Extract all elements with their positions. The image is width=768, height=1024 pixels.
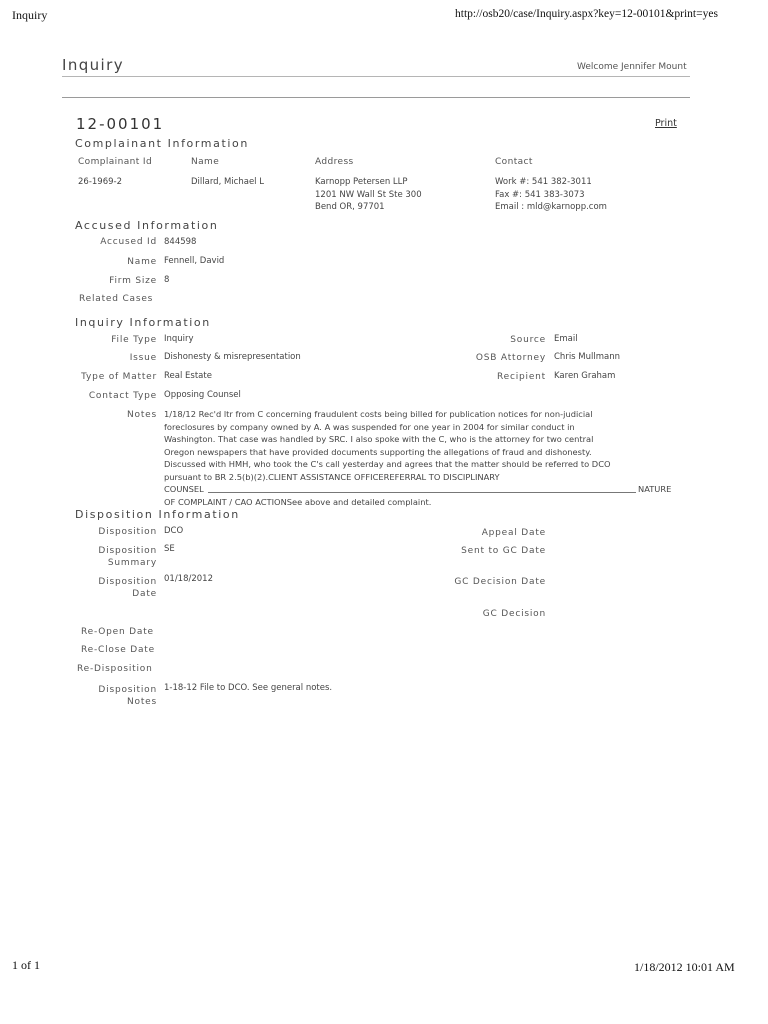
notes-line: Discussed with HMH, who took the C's call yesterday and agrees that the matter should be referred to DCO: [164, 459, 611, 469]
accused-section-title: Accused Information: [75, 219, 219, 232]
address-line: Karnopp Petersen LLP: [315, 177, 408, 187]
recipient-label: Recipient: [496, 372, 546, 382]
recipient: Karen Graham: [554, 371, 616, 381]
reopen-date-label: Re-Open Date: [81, 627, 154, 637]
issue: Dishonesty & misrepresentation: [164, 352, 301, 362]
browser-url: http://osb20/case/Inquiry.aspx?key=12-00101&print=yes: [455, 8, 718, 20]
notes-nature: NATURE: [638, 484, 672, 494]
gc-decision-label: GC Decision: [482, 609, 546, 619]
contact-email: Email : mld@karnopp.com: [495, 202, 607, 212]
accused-id-label: Accused Id: [100, 237, 157, 247]
file-type: Inquiry: [164, 334, 194, 344]
accused-name-label: Name: [127, 257, 157, 267]
accused-name: Fennell, David: [164, 256, 225, 266]
disposition-date: 01/18/2012: [164, 574, 213, 584]
label-line: Notes: [127, 697, 157, 707]
disposition: DCO: [164, 526, 184, 536]
complainant-contact: [495, 176, 607, 214]
complainant-name-header: Name: [191, 157, 220, 167]
disposition-date-label: [60, 576, 157, 600]
contact-type-label: Contact Type: [88, 391, 157, 401]
browser-page-title: Inquiry: [12, 8, 48, 22]
print-timestamp: 1/18/2012 10:01 AM: [634, 960, 735, 974]
complainant-address: [315, 176, 422, 214]
inquiry-section-title: Inquiry Information: [75, 316, 211, 329]
disposition-section-title: Disposition Information: [75, 508, 240, 521]
complainant-id-header: Complainant Id: [78, 157, 153, 167]
type-of-matter-label: Type of Matter: [81, 372, 157, 382]
inquiry-notes: [164, 408, 694, 508]
address-line: Bend OR, 97701: [315, 202, 385, 212]
disposition-notes: 1-18-12 File to DCO. See general notes.: [164, 683, 333, 693]
reclose-date-label: Re-Close Date: [81, 645, 155, 655]
notes-line: OF COMPLAINT / CAO ACTIONSee above and detailed complaint.: [164, 496, 432, 507]
notes-line: 1/18/12 Rec'd ltr from C concerning fraudulent costs being billed for publication notices for non-judicial: [164, 409, 593, 419]
label-line: Disposition: [98, 685, 157, 695]
accused-id: 844598: [164, 237, 197, 247]
sent-to-gc-date-label: Sent to GC Date: [461, 546, 546, 556]
notes-counsel: COUNSEL: [164, 484, 204, 494]
type-of-matter: Real Estate: [164, 371, 212, 381]
firm-size-label: Firm Size: [109, 276, 157, 286]
related-cases-label: Related Cases: [79, 294, 154, 304]
disposition-label: Disposition: [98, 527, 157, 537]
disposition-summary: SE: [164, 544, 175, 554]
complainant-contact-header: Contact: [495, 157, 533, 167]
firm-size: 8: [164, 275, 170, 285]
source: Email: [554, 334, 578, 344]
complainant-id: 26-1969-2: [78, 177, 122, 187]
complainant-address-header: Address: [315, 157, 354, 167]
notes-line: pursuant to BR 2.5(b)(2).CLIENT ASSISTANCE OFFICEREFERRAL TO DISCIPLINARY: [164, 471, 500, 482]
label-line: Summary: [107, 558, 157, 568]
disposition-notes-label: [60, 684, 157, 708]
complainant-section-title: Complainant Information: [75, 137, 249, 150]
osb-attorney: Chris Mullmann: [554, 352, 621, 362]
page-title: Inquiry: [62, 56, 124, 74]
contact-type: Opposing Counsel: [164, 390, 241, 400]
notes-label: Notes: [127, 410, 157, 420]
osb-attorney-label: OSB Attorney: [475, 353, 546, 363]
page-count: 1 of 1: [12, 958, 40, 972]
main-divider: [62, 97, 690, 98]
contact-work: Work #: 541 382-3011: [495, 177, 592, 187]
welcome-text: Welcome Jennifer Mount: [577, 62, 687, 72]
label-line: Disposition: [98, 577, 157, 587]
notes-line: Oregon newspapers that have provided documents supporting the allegations of fraud and dishonesty.: [164, 446, 592, 457]
case-number: 12-00101: [76, 115, 165, 133]
notes-rule-line: [164, 483, 694, 496]
notes-line: foreclosures by company owned by A. A was suspended for one year in 2004 for similar conduct in: [164, 421, 575, 432]
source-label: Source: [510, 335, 546, 345]
issue-label: Issue: [129, 353, 157, 363]
header-divider: [62, 76, 690, 77]
notes-rule: [208, 492, 636, 493]
gc-decision-date-label: GC Decision Date: [454, 577, 546, 587]
print-link[interactable]: Print: [655, 118, 677, 129]
redisposition-label: Re-Disposition: [77, 664, 153, 674]
complainant-name: Dillard, Michael L: [191, 177, 264, 187]
notes-line: Washington. That case was handled by SRC. I also spoke with the C, who is the attorney for two central: [164, 434, 594, 444]
contact-fax: Fax #: 541 383-3073: [495, 189, 585, 200]
file-type-label: File Type: [111, 335, 157, 345]
address-line: 1201 NW Wall St Ste 300: [315, 189, 422, 200]
label-line: Disposition: [98, 546, 157, 556]
appeal-date-label: Appeal Date: [481, 528, 546, 538]
label-line: Date: [132, 589, 157, 599]
disposition-summary-label: [60, 545, 157, 569]
